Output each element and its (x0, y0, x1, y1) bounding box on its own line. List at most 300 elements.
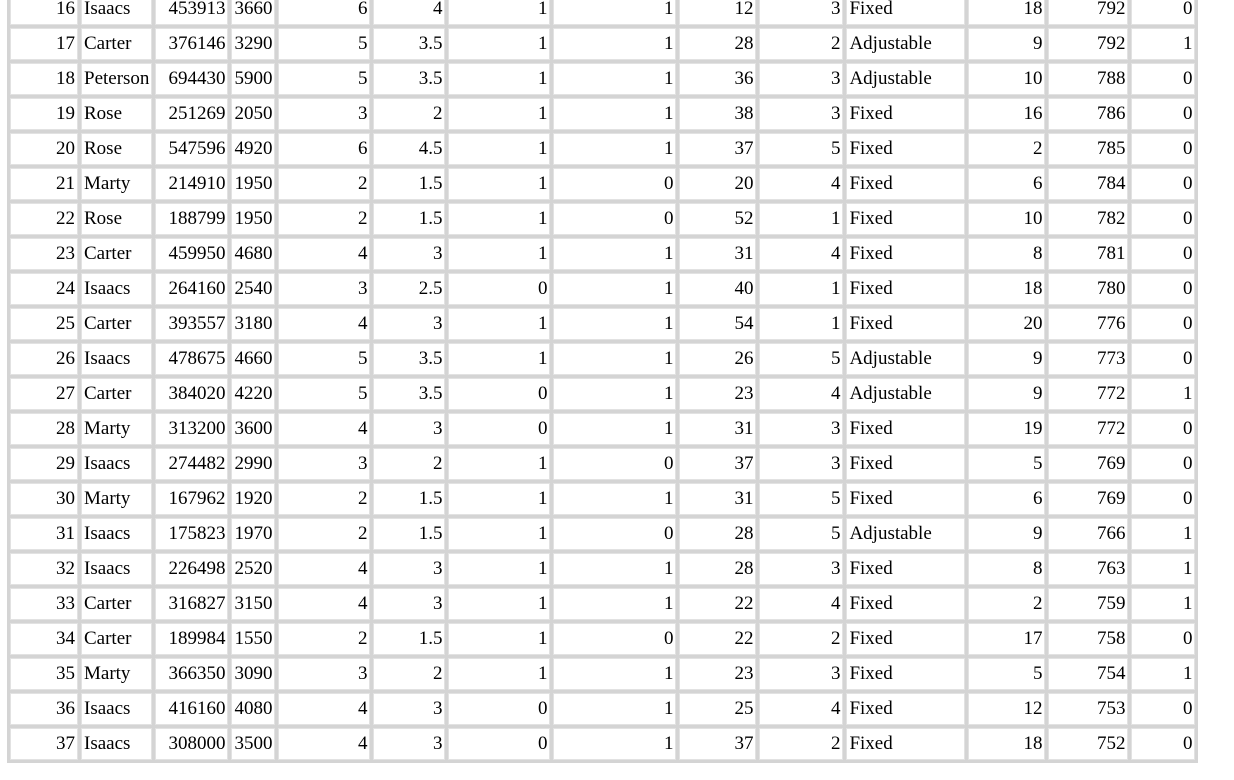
count-cell: 18 (968, 273, 1045, 305)
baths-cell: 3.5 (373, 343, 445, 375)
count-cell: 18 (968, 0, 1045, 25)
price-cell: 376146 (155, 28, 228, 60)
sqft-cell: 3180 (231, 308, 275, 340)
count-cell: 17 (968, 623, 1045, 655)
indicator-cell: 0 (1131, 483, 1195, 515)
flag-a-cell: 1 (448, 133, 550, 165)
flag-a-cell: 1 (448, 588, 550, 620)
table-row (10, 98, 1195, 130)
baths-cell: 3.5 (373, 63, 445, 95)
rating-cell: 3 (759, 98, 843, 130)
row-id-cell: 27 (10, 378, 78, 410)
flag-a-cell: 1 (448, 238, 550, 270)
score-cell: 772 (1048, 413, 1128, 445)
price-cell: 416160 (155, 693, 228, 725)
flag-a-cell: 1 (448, 63, 550, 95)
flag-a-cell: 0 (448, 273, 550, 305)
score-cell: 758 (1048, 623, 1128, 655)
flag-b-cell: 1 (553, 308, 676, 340)
price-cell: 384020 (155, 378, 228, 410)
count-cell: 9 (968, 518, 1045, 550)
table-row (10, 728, 1195, 760)
age-cell: 37 (679, 448, 756, 480)
table-body (10, 0, 1195, 760)
rating-cell: 3 (759, 413, 843, 445)
indicator-cell: 1 (1131, 553, 1195, 585)
rooms-cell: 4 (278, 693, 370, 725)
rooms-cell: 4 (278, 413, 370, 445)
rating-cell: 4 (759, 588, 843, 620)
table-row (10, 203, 1195, 235)
age-cell: 40 (679, 273, 756, 305)
type-cell: Fixed (846, 203, 965, 235)
rating-cell: 4 (759, 378, 843, 410)
type-cell: Fixed (846, 728, 965, 760)
sqft-cell: 4920 (231, 133, 275, 165)
score-cell: 788 (1048, 63, 1128, 95)
count-cell: 6 (968, 168, 1045, 200)
baths-cell: 4 (373, 0, 445, 25)
rooms-cell: 5 (278, 63, 370, 95)
type-cell: Fixed (846, 98, 965, 130)
rooms-cell: 5 (278, 28, 370, 60)
name-cell: Carter (81, 378, 152, 410)
count-cell: 8 (968, 553, 1045, 585)
baths-cell: 3 (373, 238, 445, 270)
count-cell: 2 (968, 133, 1045, 165)
flag-b-cell: 1 (553, 588, 676, 620)
type-cell: Adjustable (846, 378, 965, 410)
type-cell: Fixed (846, 273, 965, 305)
type-cell: Fixed (846, 483, 965, 515)
flag-b-cell: 1 (553, 693, 676, 725)
type-cell: Adjustable (846, 518, 965, 550)
table-row (10, 238, 1195, 270)
flag-a-cell: 1 (448, 308, 550, 340)
row-id-cell: 33 (10, 588, 78, 620)
rating-cell: 2 (759, 28, 843, 60)
age-cell: 20 (679, 168, 756, 200)
flag-b-cell: 1 (553, 238, 676, 270)
name-cell: Isaacs (81, 728, 152, 760)
type-cell: Adjustable (846, 343, 965, 375)
name-cell: Marty (81, 168, 152, 200)
indicator-cell: 0 (1131, 308, 1195, 340)
age-cell: 31 (679, 413, 756, 445)
row-id-cell: 37 (10, 728, 78, 760)
indicator-cell: 0 (1131, 203, 1195, 235)
indicator-cell: 0 (1131, 168, 1195, 200)
score-cell: 752 (1048, 728, 1128, 760)
flag-a-cell: 1 (448, 0, 550, 25)
name-cell: Isaacs (81, 518, 152, 550)
score-cell: 763 (1048, 553, 1128, 585)
rooms-cell: 4 (278, 238, 370, 270)
indicator-cell: 0 (1131, 238, 1195, 270)
row-id-cell: 31 (10, 518, 78, 550)
age-cell: 22 (679, 588, 756, 620)
row-id-cell: 21 (10, 168, 78, 200)
type-cell: Fixed (846, 308, 965, 340)
flag-b-cell: 1 (553, 28, 676, 60)
sqft-cell: 2990 (231, 448, 275, 480)
price-cell: 366350 (155, 658, 228, 690)
flag-b-cell: 0 (553, 623, 676, 655)
rating-cell: 3 (759, 448, 843, 480)
rating-cell: 2 (759, 623, 843, 655)
baths-cell: 3 (373, 553, 445, 585)
count-cell: 19 (968, 413, 1045, 445)
baths-cell: 3.5 (373, 28, 445, 60)
sqft-cell: 4220 (231, 378, 275, 410)
rooms-cell: 3 (278, 98, 370, 130)
baths-cell: 2 (373, 448, 445, 480)
row-id-cell: 16 (10, 0, 78, 25)
rating-cell: 5 (759, 133, 843, 165)
rooms-cell: 2 (278, 623, 370, 655)
baths-cell: 1.5 (373, 203, 445, 235)
baths-cell: 3 (373, 728, 445, 760)
price-cell: 167962 (155, 483, 228, 515)
row-id-cell: 17 (10, 28, 78, 60)
baths-cell: 1.5 (373, 168, 445, 200)
rating-cell: 3 (759, 63, 843, 95)
rooms-cell: 2 (278, 168, 370, 200)
rating-cell: 3 (759, 658, 843, 690)
baths-cell: 4.5 (373, 133, 445, 165)
row-id-cell: 32 (10, 553, 78, 585)
sqft-cell: 2050 (231, 98, 275, 130)
type-cell: Adjustable (846, 63, 965, 95)
age-cell: 22 (679, 623, 756, 655)
indicator-cell: 1 (1131, 588, 1195, 620)
flag-a-cell: 1 (448, 203, 550, 235)
sqft-cell: 3150 (231, 588, 275, 620)
flag-b-cell: 1 (553, 133, 676, 165)
count-cell: 5 (968, 448, 1045, 480)
table-row (10, 133, 1195, 165)
indicator-cell: 0 (1131, 448, 1195, 480)
table-row (10, 623, 1195, 655)
indicator-cell: 0 (1131, 0, 1195, 25)
indicator-cell: 0 (1131, 728, 1195, 760)
name-cell: Carter (81, 28, 152, 60)
flag-b-cell: 1 (553, 0, 676, 25)
indicator-cell: 0 (1131, 413, 1195, 445)
table-row (10, 28, 1195, 60)
indicator-cell: 1 (1131, 518, 1195, 550)
flag-a-cell: 1 (448, 168, 550, 200)
flag-b-cell: 1 (553, 273, 676, 305)
table-row (10, 0, 1195, 25)
count-cell: 2 (968, 588, 1045, 620)
price-cell: 251269 (155, 98, 228, 130)
age-cell: 37 (679, 133, 756, 165)
score-cell: 785 (1048, 133, 1128, 165)
rooms-cell: 5 (278, 378, 370, 410)
name-cell: Rose (81, 203, 152, 235)
indicator-cell: 0 (1131, 63, 1195, 95)
count-cell: 9 (968, 28, 1045, 60)
data-table (7, 0, 1198, 763)
score-cell: 776 (1048, 308, 1128, 340)
baths-cell: 3 (373, 308, 445, 340)
count-cell: 10 (968, 203, 1045, 235)
name-cell: Isaacs (81, 553, 152, 585)
row-id-cell: 23 (10, 238, 78, 270)
count-cell: 8 (968, 238, 1045, 270)
flag-b-cell: 0 (553, 168, 676, 200)
sqft-cell: 1970 (231, 518, 275, 550)
flag-b-cell: 0 (553, 203, 676, 235)
table-row (10, 693, 1195, 725)
score-cell: 754 (1048, 658, 1128, 690)
type-cell: Fixed (846, 588, 965, 620)
price-cell: 547596 (155, 133, 228, 165)
row-id-cell: 22 (10, 203, 78, 235)
sqft-cell: 3600 (231, 413, 275, 445)
row-id-cell: 26 (10, 343, 78, 375)
row-id-cell: 18 (10, 63, 78, 95)
price-cell: 274482 (155, 448, 228, 480)
flag-b-cell: 1 (553, 483, 676, 515)
flag-a-cell: 0 (448, 413, 550, 445)
type-cell: Fixed (846, 658, 965, 690)
name-cell: Isaacs (81, 343, 152, 375)
flag-a-cell: 1 (448, 98, 550, 130)
baths-cell: 3 (373, 588, 445, 620)
count-cell: 9 (968, 378, 1045, 410)
name-cell: Isaacs (81, 273, 152, 305)
price-cell: 308000 (155, 728, 228, 760)
sqft-cell: 3090 (231, 658, 275, 690)
table-row (10, 273, 1195, 305)
rooms-cell: 2 (278, 203, 370, 235)
row-id-cell: 34 (10, 623, 78, 655)
rating-cell: 1 (759, 273, 843, 305)
table-row (10, 588, 1195, 620)
score-cell: 780 (1048, 273, 1128, 305)
type-cell: Fixed (846, 623, 965, 655)
row-id-cell: 35 (10, 658, 78, 690)
rooms-cell: 3 (278, 448, 370, 480)
sqft-cell: 4680 (231, 238, 275, 270)
table-row (10, 308, 1195, 340)
table-row (10, 378, 1195, 410)
age-cell: 23 (679, 658, 756, 690)
indicator-cell: 1 (1131, 378, 1195, 410)
rooms-cell: 6 (278, 0, 370, 25)
rating-cell: 2 (759, 728, 843, 760)
table-row (10, 448, 1195, 480)
name-cell: Carter (81, 623, 152, 655)
count-cell: 20 (968, 308, 1045, 340)
count-cell: 9 (968, 343, 1045, 375)
rooms-cell: 4 (278, 728, 370, 760)
type-cell: Fixed (846, 413, 965, 445)
row-id-cell: 30 (10, 483, 78, 515)
sqft-cell: 3290 (231, 28, 275, 60)
data-table-container (7, 0, 1198, 763)
rating-cell: 4 (759, 238, 843, 270)
age-cell: 31 (679, 238, 756, 270)
flag-b-cell: 1 (553, 98, 676, 130)
score-cell: 792 (1048, 28, 1128, 60)
rooms-cell: 6 (278, 133, 370, 165)
row-id-cell: 29 (10, 448, 78, 480)
name-cell: Isaacs (81, 448, 152, 480)
score-cell: 766 (1048, 518, 1128, 550)
rooms-cell: 4 (278, 588, 370, 620)
age-cell: 25 (679, 693, 756, 725)
price-cell: 316827 (155, 588, 228, 620)
sqft-cell: 3500 (231, 728, 275, 760)
name-cell: Isaacs (81, 693, 152, 725)
count-cell: 18 (968, 728, 1045, 760)
flag-a-cell: 0 (448, 378, 550, 410)
row-id-cell: 19 (10, 98, 78, 130)
score-cell: 786 (1048, 98, 1128, 130)
rating-cell: 3 (759, 0, 843, 25)
type-cell: Fixed (846, 693, 965, 725)
sqft-cell: 1950 (231, 203, 275, 235)
sqft-cell: 2520 (231, 553, 275, 585)
indicator-cell: 0 (1131, 693, 1195, 725)
indicator-cell: 0 (1131, 623, 1195, 655)
price-cell: 264160 (155, 273, 228, 305)
price-cell: 175823 (155, 518, 228, 550)
table-row (10, 553, 1195, 585)
rooms-cell: 4 (278, 308, 370, 340)
flag-a-cell: 1 (448, 658, 550, 690)
price-cell: 188799 (155, 203, 228, 235)
score-cell: 773 (1048, 343, 1128, 375)
baths-cell: 1.5 (373, 483, 445, 515)
rating-cell: 5 (759, 518, 843, 550)
age-cell: 36 (679, 63, 756, 95)
age-cell: 26 (679, 343, 756, 375)
table-row (10, 658, 1195, 690)
price-cell: 189984 (155, 623, 228, 655)
price-cell: 453913 (155, 0, 228, 25)
baths-cell: 3.5 (373, 378, 445, 410)
price-cell: 393557 (155, 308, 228, 340)
price-cell: 478675 (155, 343, 228, 375)
name-cell: Rose (81, 133, 152, 165)
baths-cell: 3 (373, 413, 445, 445)
row-id-cell: 24 (10, 273, 78, 305)
age-cell: 28 (679, 28, 756, 60)
indicator-cell: 0 (1131, 98, 1195, 130)
rooms-cell: 2 (278, 518, 370, 550)
sqft-cell: 2540 (231, 273, 275, 305)
flag-b-cell: 0 (553, 448, 676, 480)
sqft-cell: 4660 (231, 343, 275, 375)
name-cell: Carter (81, 308, 152, 340)
sqft-cell: 1550 (231, 623, 275, 655)
baths-cell: 2 (373, 98, 445, 130)
indicator-cell: 1 (1131, 28, 1195, 60)
name-cell: Marty (81, 658, 152, 690)
name-cell: Rose (81, 98, 152, 130)
flag-a-cell: 0 (448, 728, 550, 760)
flag-a-cell: 0 (448, 693, 550, 725)
name-cell: Marty (81, 483, 152, 515)
rating-cell: 3 (759, 553, 843, 585)
flag-b-cell: 0 (553, 518, 676, 550)
rating-cell: 1 (759, 203, 843, 235)
age-cell: 37 (679, 728, 756, 760)
flag-b-cell: 1 (553, 553, 676, 585)
flag-b-cell: 1 (553, 378, 676, 410)
rating-cell: 4 (759, 168, 843, 200)
table-row (10, 168, 1195, 200)
score-cell: 759 (1048, 588, 1128, 620)
row-id-cell: 20 (10, 133, 78, 165)
age-cell: 54 (679, 308, 756, 340)
score-cell: 782 (1048, 203, 1128, 235)
score-cell: 781 (1048, 238, 1128, 270)
indicator-cell: 0 (1131, 133, 1195, 165)
row-id-cell: 28 (10, 413, 78, 445)
price-cell: 459950 (155, 238, 228, 270)
indicator-cell: 0 (1131, 273, 1195, 305)
indicator-cell: 1 (1131, 658, 1195, 690)
age-cell: 23 (679, 378, 756, 410)
flag-a-cell: 1 (448, 518, 550, 550)
row-id-cell: 36 (10, 693, 78, 725)
baths-cell: 2.5 (373, 273, 445, 305)
type-cell: Fixed (846, 0, 965, 25)
score-cell: 769 (1048, 483, 1128, 515)
score-cell: 753 (1048, 693, 1128, 725)
rating-cell: 5 (759, 343, 843, 375)
age-cell: 28 (679, 553, 756, 585)
flag-a-cell: 1 (448, 28, 550, 60)
flag-b-cell: 1 (553, 63, 676, 95)
flag-b-cell: 1 (553, 413, 676, 445)
price-cell: 694430 (155, 63, 228, 95)
score-cell: 772 (1048, 378, 1128, 410)
type-cell: Adjustable (846, 28, 965, 60)
age-cell: 38 (679, 98, 756, 130)
rating-cell: 5 (759, 483, 843, 515)
rooms-cell: 3 (278, 658, 370, 690)
age-cell: 28 (679, 518, 756, 550)
flag-b-cell: 1 (553, 658, 676, 690)
sqft-cell: 5900 (231, 63, 275, 95)
age-cell: 31 (679, 483, 756, 515)
name-cell: Carter (81, 238, 152, 270)
score-cell: 784 (1048, 168, 1128, 200)
count-cell: 12 (968, 693, 1045, 725)
flag-a-cell: 1 (448, 343, 550, 375)
table-row (10, 343, 1195, 375)
sqft-cell: 1950 (231, 168, 275, 200)
rating-cell: 1 (759, 308, 843, 340)
score-cell: 769 (1048, 448, 1128, 480)
price-cell: 214910 (155, 168, 228, 200)
baths-cell: 3 (373, 693, 445, 725)
sqft-cell: 3660 (231, 0, 275, 25)
type-cell: Fixed (846, 553, 965, 585)
row-id-cell: 25 (10, 308, 78, 340)
table-row (10, 483, 1195, 515)
flag-a-cell: 1 (448, 623, 550, 655)
baths-cell: 1.5 (373, 623, 445, 655)
name-cell: Marty (81, 413, 152, 445)
price-cell: 313200 (155, 413, 228, 445)
